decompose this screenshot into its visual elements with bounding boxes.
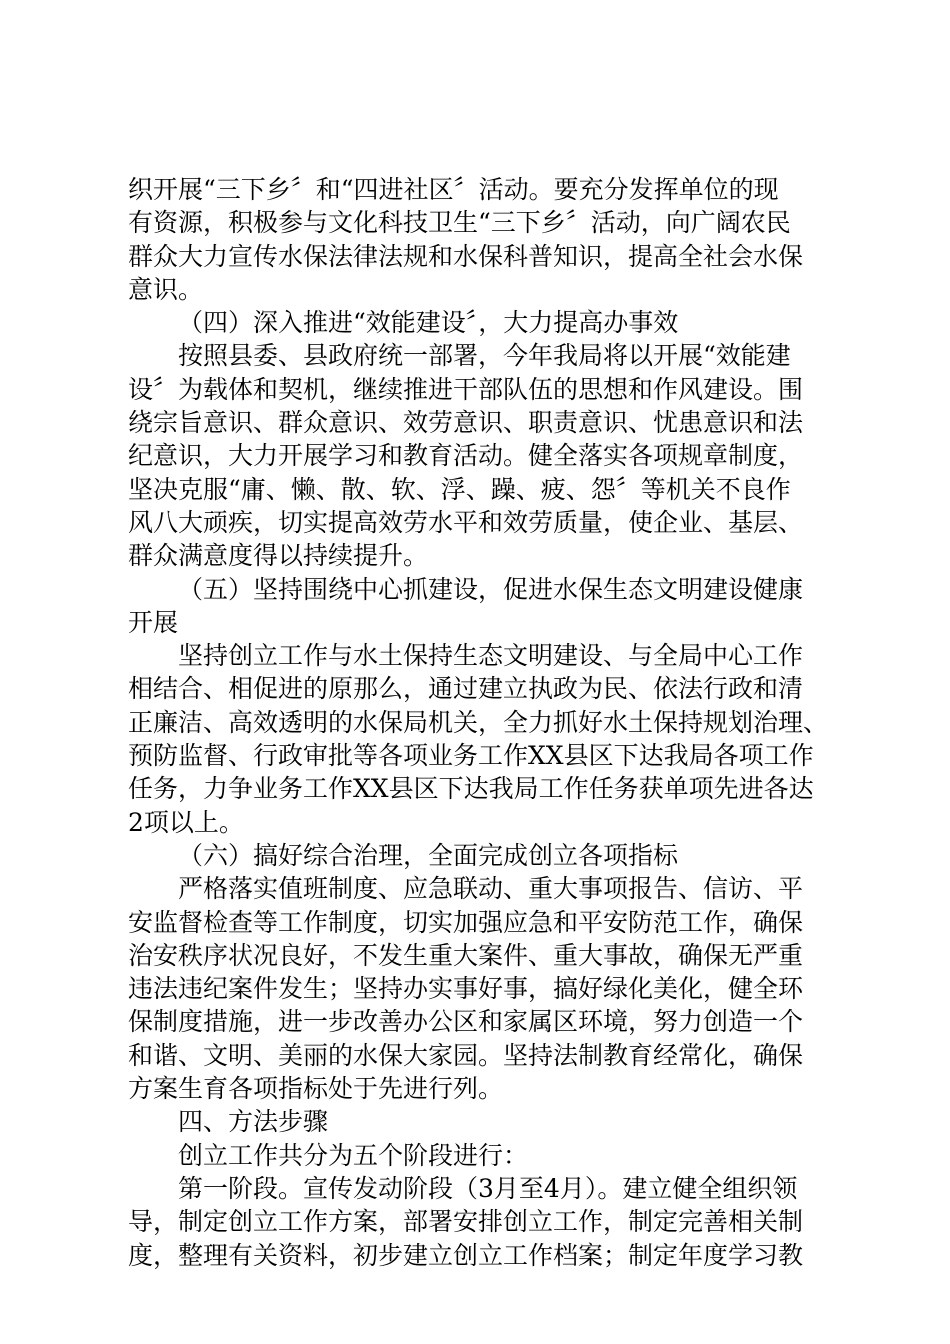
- text-line: 导，制定创立工作方案，部署安排创立工作，制定完善相关制: [128, 1207, 804, 1237]
- text-line: 违法违纪案件发生；坚持办实事好事，搞好绿化美化，健全环: [128, 974, 804, 1004]
- text-line: 创立工作共分为五个阶段进行：: [178, 1140, 529, 1170]
- text-line: 保制度措施，进一步改善办公区和家属区环境，努力创造一个: [128, 1007, 804, 1037]
- document-body: [128, 173, 828, 1272]
- text-line: 2项以上。: [128, 807, 244, 837]
- text-line: 度，整理有关资料，初步建立创立工作档案；制定年度学习教: [128, 1240, 804, 1270]
- text-line: 坚持创立工作与水土保持生态文明建设、与全局中心工作: [178, 641, 804, 671]
- text-line: 纪意识，大力开展学习和教育活动。健全落实各项规章制度，: [128, 441, 804, 471]
- text-line: 按照县委、县政府统一部署，今年我局将以开展“效能建: [178, 341, 791, 371]
- text-line: 群众大力宣传水保法律法规和水保科普知识，提高全社会水保: [128, 241, 804, 271]
- text-line: 方案生育各项指标处于先进行列。: [128, 1074, 504, 1104]
- text-line: 严格落实值班制度、应急联动、重大事项报告、信访、平: [178, 874, 804, 904]
- text-line: （六）搞好综合治理，全面完成创立各项指标: [178, 840, 679, 870]
- text-line: 设〞为载体和契机，继续推进干部队伍的思想和作风建设。围: [128, 374, 804, 404]
- text-line: 风八大顽疾，切实提高效劳水平和效劳质量，使企业、基层、: [128, 507, 804, 537]
- text-line: 意识。: [128, 274, 204, 304]
- text-line: 第一阶段。宣传发动阶段（3月至4月）。建立健全组织领: [178, 1173, 798, 1203]
- text-line: 预防监督、行政审批等各项业务工作XX县区下达我局各项工作: [128, 741, 814, 771]
- text-line: 正廉洁、高效透明的水保局机关，全力抓好水土保持规划治理、: [128, 707, 829, 737]
- text-line: 和谐、文明、美丽的水保大家园。坚持法制教育经常化，确保: [128, 1040, 804, 1070]
- text-line: （五）坚持围绕中心抓建设，促进水保生态文明建设健康: [178, 574, 804, 604]
- text-line: 有资源，积极参与文化科技卫生“三下乡〞活动，向广阔农民: [128, 208, 791, 238]
- text-line: 安监督检查等工作制度，切实加强应急和平安防范工作，确保: [128, 907, 804, 937]
- text-line: 任务，力争业务工作XX县区下达我局工作任务获单项先进各达: [128, 774, 814, 804]
- text-line: 相结合、相促进的原那么，通过建立执政为民、依法行政和清: [128, 674, 804, 704]
- text-line: 治安秩序状况良好，不发生重大案件、重大事故，确保无严重: [128, 940, 804, 970]
- text-line: 四、方法步骤: [178, 1107, 329, 1137]
- text-line: 坚决克服“庸、懒、散、软、浮、躁、疲、怨〞等机关不良作: [128, 474, 791, 504]
- text-line: 群众满意度得以持续提升。: [128, 541, 429, 571]
- text-line: （四）深入推进“效能建设〞，大力提高办事效: [178, 308, 679, 338]
- text-line: 开展: [128, 607, 179, 637]
- text-line: 织开展“三下乡〞和“四进社区〞活动。要充分发挥单位的现: [128, 175, 779, 204]
- text-line: 绕宗旨意识、群众意识、效劳意识、职责意识、忧患意识和法: [128, 408, 804, 438]
